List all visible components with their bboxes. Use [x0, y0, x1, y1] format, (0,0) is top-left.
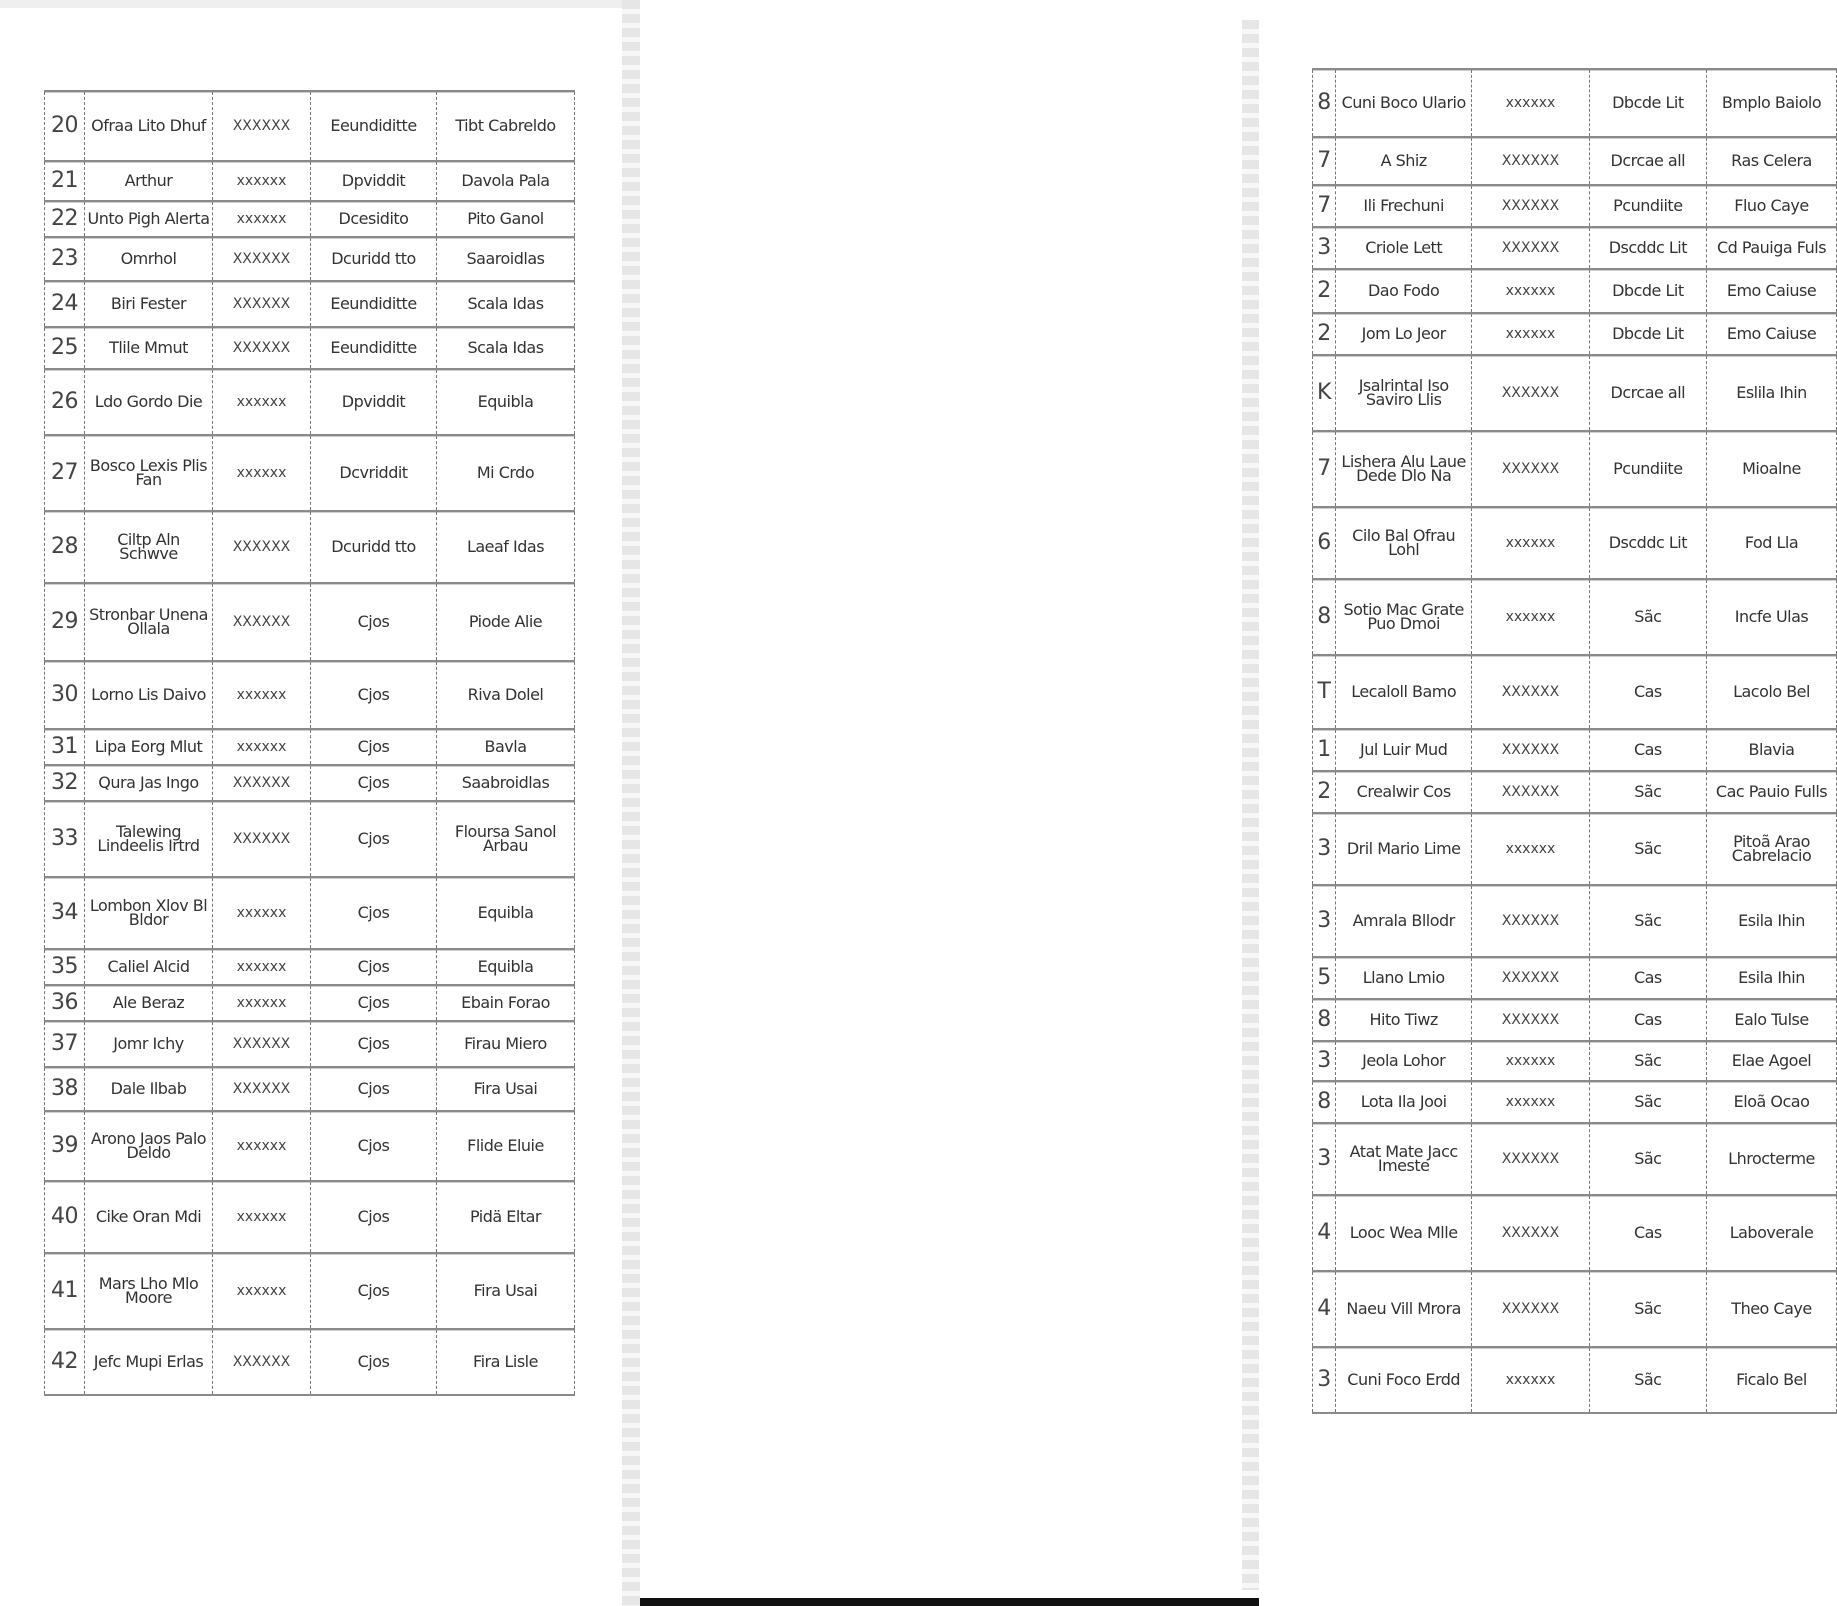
row-code: xxxxxx: [213, 201, 311, 237]
row-name: Lombon Xlov Bl Bldor: [85, 877, 213, 949]
row-number: 21: [45, 161, 85, 201]
table-row: [45, 801, 575, 877]
row-name: Cilo Bal Ofrau Lohl: [1336, 507, 1472, 579]
row-note: Lacolo Bel: [1707, 655, 1837, 729]
row-code: XXXXXX: [213, 281, 311, 327]
row-note: Pidä Eltar: [437, 1181, 575, 1253]
row-group: Sãc: [1589, 1081, 1706, 1123]
row-number: 23: [45, 237, 85, 281]
row-group: Cjos: [311, 985, 437, 1021]
row-code: XXXXXX: [1472, 185, 1589, 227]
row-number: 26: [45, 369, 85, 435]
row-note: Cd Pauiga Fuls: [1707, 227, 1837, 269]
row-note: Fluo Caye: [1707, 185, 1837, 227]
row-number: 27: [45, 435, 85, 511]
row-note: Flide Eluie: [437, 1111, 575, 1181]
row-code: XXXXXX: [213, 237, 311, 281]
row-group: Cjos: [311, 1021, 437, 1067]
row-note: Mioalne: [1707, 431, 1837, 507]
row-name: Ale Beraz: [85, 985, 213, 1021]
row-name: Stronbar Unena Ollala: [85, 583, 213, 661]
row-number: 7: [1313, 137, 1336, 185]
row-code: xxxxxx: [213, 161, 311, 201]
row-number: 8: [1313, 69, 1336, 137]
row-number: 3: [1313, 813, 1336, 885]
row-number: 3: [1313, 885, 1336, 957]
row-code: XXXXXX: [1472, 957, 1589, 999]
row-name: Cuni Foco Erdd: [1336, 1347, 1472, 1413]
table-row: [1313, 507, 1837, 579]
row-note: Equibla: [437, 369, 575, 435]
row-code: XXXXXX: [1472, 885, 1589, 957]
row-number: 2: [1313, 269, 1336, 313]
row-group: Cas: [1589, 957, 1706, 999]
row-code: xxxxxx: [213, 1253, 311, 1329]
row-note: Eslila Ihin: [1707, 355, 1837, 431]
table-row: [1313, 1041, 1837, 1081]
row-group: Cas: [1589, 1195, 1706, 1271]
row-note: Pito Ganol: [437, 201, 575, 237]
table-row: [1313, 1081, 1837, 1123]
row-code: xxxxxx: [213, 1181, 311, 1253]
row-group: Cas: [1589, 729, 1706, 771]
row-name: Dril Mario Lime: [1336, 813, 1472, 885]
row-name: Dao Fodo: [1336, 269, 1472, 313]
row-code: XXXXXX: [1472, 729, 1589, 771]
row-note: Esila Ihin: [1707, 957, 1837, 999]
row-code: XXXXXX: [1472, 655, 1589, 729]
table-row: [45, 281, 575, 327]
row-name: Looc Wea Mlle: [1336, 1195, 1472, 1271]
row-number: 5: [1313, 957, 1336, 999]
row-name: Lorno Lis Daivo: [85, 661, 213, 729]
row-name: Llano Lmio: [1336, 957, 1472, 999]
row-group: Sãc: [1589, 1271, 1706, 1347]
row-group: Dscddc Lit: [1589, 227, 1706, 269]
table-row: [45, 949, 575, 985]
row-number: K: [1313, 355, 1336, 431]
row-group: Sãc: [1589, 885, 1706, 957]
row-number: 8: [1313, 579, 1336, 655]
row-number: 22: [45, 201, 85, 237]
row-note: Ealo Tulse: [1707, 999, 1837, 1041]
row-note: Fira Usai: [437, 1253, 575, 1329]
row-name: Crealwir Cos: [1336, 771, 1472, 813]
row-group: Sãc: [1589, 579, 1706, 655]
right-table: [1312, 68, 1837, 1414]
row-name: Criole Lett: [1336, 227, 1472, 269]
scrollbar-track[interactable]: [1242, 20, 1259, 1590]
row-name: Jeola Lohor: [1336, 1041, 1472, 1081]
row-note: Fod Lla: [1707, 507, 1837, 579]
row-code: xxxxxx: [213, 949, 311, 985]
row-number: 30: [45, 661, 85, 729]
row-note: Saabroidlas: [437, 765, 575, 801]
row-number: 31: [45, 729, 85, 765]
table-row: [45, 237, 575, 281]
row-name: Ili Frechuni: [1336, 185, 1472, 227]
row-code: XXXXXX: [1472, 1123, 1589, 1195]
row-code: XXXXXX: [213, 327, 311, 369]
row-number: 1: [1313, 729, 1336, 771]
table-row: [45, 1111, 575, 1181]
row-note: Emo Caiuse: [1707, 313, 1837, 355]
row-note: Ficalo Bel: [1707, 1347, 1837, 1413]
row-number: T: [1313, 655, 1336, 729]
row-code: xxxxxx: [1472, 313, 1589, 355]
row-name: Arono Jaos Palo Deldo: [85, 1111, 213, 1181]
row-group: Cjos: [311, 1111, 437, 1181]
row-group: Dbcde Lit: [1589, 69, 1706, 137]
row-group: Cjos: [311, 1067, 437, 1111]
row-number: 7: [1313, 431, 1336, 507]
row-group: Cjos: [311, 1253, 437, 1329]
table-row: [1313, 227, 1837, 269]
row-number: 33: [45, 801, 85, 877]
row-code: xxxxxx: [1472, 1041, 1589, 1081]
row-name: Ofraa Lito Dhuf: [85, 91, 213, 161]
row-number: 35: [45, 949, 85, 985]
row-note: Bmplo Baiolo: [1707, 69, 1837, 137]
row-number: 3: [1313, 1347, 1336, 1413]
row-number: 7: [1313, 185, 1336, 227]
table-row: [1313, 1347, 1837, 1413]
row-name: Cuni Boco Ulario: [1336, 69, 1472, 137]
row-group: Dbcde Lit: [1589, 313, 1706, 355]
row-group: Cjos: [311, 765, 437, 801]
row-note: Scala Idas: [437, 327, 575, 369]
table-row: [45, 729, 575, 765]
row-code: XXXXXX: [213, 1067, 311, 1111]
table-row: [45, 327, 575, 369]
table-row: [45, 765, 575, 801]
row-name: Qura Jas Ingo: [85, 765, 213, 801]
row-note: Saaroidlas: [437, 237, 575, 281]
row-note: Floursa Sanol Arbau: [437, 801, 575, 877]
row-code: XXXXXX: [213, 1329, 311, 1395]
table-row: [1313, 269, 1837, 313]
row-note: Incfe Ulas: [1707, 579, 1837, 655]
row-group: Dcuridd tto: [311, 237, 437, 281]
row-name: Cike Oran Mdi: [85, 1181, 213, 1253]
row-number: 34: [45, 877, 85, 949]
row-number: 20: [45, 91, 85, 161]
table-row: [1313, 313, 1837, 355]
row-group: Cjos: [311, 877, 437, 949]
row-note: Cac Pauio Fulls: [1707, 771, 1837, 813]
row-group: Sãc: [1589, 1041, 1706, 1081]
row-number: 28: [45, 511, 85, 583]
row-name: Lota Ila Jooi: [1336, 1081, 1472, 1123]
row-code: XXXXXX: [213, 583, 311, 661]
row-group: Cjos: [311, 1181, 437, 1253]
row-note: Emo Caiuse: [1707, 269, 1837, 313]
row-number: 4: [1313, 1271, 1336, 1347]
row-number: 2: [1313, 771, 1336, 813]
row-code: xxxxxx: [1472, 813, 1589, 885]
row-note: Theo Caye: [1707, 1271, 1837, 1347]
left-table: [44, 90, 575, 1396]
table-row: [45, 583, 575, 661]
row-number: 24: [45, 281, 85, 327]
row-name: Lishera Alu Laue Dede Dlo Na: [1336, 431, 1472, 507]
row-note: Firau Miero: [437, 1021, 575, 1067]
row-number: 42: [45, 1329, 85, 1395]
row-code: xxxxxx: [1472, 269, 1589, 313]
row-name: Jefc Mupi Erlas: [85, 1329, 213, 1395]
row-group: Cjos: [311, 801, 437, 877]
table-row: [1313, 1271, 1837, 1347]
table-row: [45, 1067, 575, 1111]
row-group: Cjos: [311, 583, 437, 661]
row-group: Dpviddit: [311, 369, 437, 435]
table-row: [45, 1181, 575, 1253]
row-name: Jul Luir Mud: [1336, 729, 1472, 771]
row-group: Eeundiditte: [311, 281, 437, 327]
table-row: [45, 369, 575, 435]
bottom-bar: [640, 1598, 1259, 1606]
row-code: XXXXXX: [1472, 431, 1589, 507]
row-name: Amrala Bllodr: [1336, 885, 1472, 957]
row-code: XXXXXX: [1472, 227, 1589, 269]
row-code: XXXXXX: [213, 801, 311, 877]
row-number: 4: [1313, 1195, 1336, 1271]
table-row: [1313, 813, 1837, 885]
table-row: [45, 1329, 575, 1395]
row-group: Dcuridd tto: [311, 511, 437, 583]
row-name: Jsalrintal Iso Saviro Llis: [1336, 355, 1472, 431]
page-gutter: [622, 0, 640, 1606]
row-note: Ebain Forao: [437, 985, 575, 1021]
row-number: 8: [1313, 1081, 1336, 1123]
row-group: Cjos: [311, 729, 437, 765]
row-group: Sãc: [1589, 813, 1706, 885]
table-row: [1313, 999, 1837, 1041]
row-note: Bavla: [437, 729, 575, 765]
row-group: Sãc: [1589, 771, 1706, 813]
row-name: Ciltp Aln Schwve: [85, 511, 213, 583]
row-code: xxxxxx: [213, 729, 311, 765]
row-name: Unto Pigh Alerta: [85, 201, 213, 237]
row-name: Talewing Lindeelis Irtrd: [85, 801, 213, 877]
row-code: xxxxxx: [213, 1111, 311, 1181]
row-number: 40: [45, 1181, 85, 1253]
row-name: Biri Fester: [85, 281, 213, 327]
row-code: xxxxxx: [213, 661, 311, 729]
row-number: 2: [1313, 313, 1336, 355]
row-code: XXXXXX: [213, 511, 311, 583]
table-row: [1313, 1123, 1837, 1195]
row-number: 37: [45, 1021, 85, 1067]
row-number: 6: [1313, 507, 1336, 579]
row-group: Dcrcae all: [1589, 137, 1706, 185]
row-number: 8: [1313, 999, 1336, 1041]
row-name: Ldo Gordo Die: [85, 369, 213, 435]
row-group: Cas: [1589, 999, 1706, 1041]
table-row: [45, 985, 575, 1021]
row-code: XXXXXX: [213, 91, 311, 161]
row-number: 3: [1313, 1041, 1336, 1081]
row-group: Cjos: [311, 661, 437, 729]
row-name: A Shiz: [1336, 137, 1472, 185]
row-number: 38: [45, 1067, 85, 1111]
row-note: Elae Agoel: [1707, 1041, 1837, 1081]
table-row: [1313, 355, 1837, 431]
row-group: Cas: [1589, 655, 1706, 729]
row-group: Dcesidito: [311, 201, 437, 237]
row-group: Eeundiditte: [311, 91, 437, 161]
row-code: xxxxxx: [213, 877, 311, 949]
table-row: [45, 511, 575, 583]
table-row: [1313, 885, 1837, 957]
row-name: Dale Ilbab: [85, 1067, 213, 1111]
row-number: 3: [1313, 227, 1336, 269]
row-code: XXXXXX: [1472, 355, 1589, 431]
table-row: [45, 201, 575, 237]
table-row: [45, 435, 575, 511]
table-row: [1313, 431, 1837, 507]
row-note: Lhrocterme: [1707, 1123, 1837, 1195]
row-code: xxxxxx: [1472, 69, 1589, 137]
table-row: [45, 161, 575, 201]
table-row: [1313, 771, 1837, 813]
row-name: Lecaloll Bamo: [1336, 655, 1472, 729]
row-name: Tlile Mmut: [85, 327, 213, 369]
row-code: XXXXXX: [1472, 137, 1589, 185]
row-group: Dcvriddit: [311, 435, 437, 511]
right-page: [640, 0, 1828, 1606]
row-code: xxxxxx: [213, 435, 311, 511]
row-note: Eloã Ocao: [1707, 1081, 1837, 1123]
row-group: Cjos: [311, 1329, 437, 1395]
row-note: Davola Pala: [437, 161, 575, 201]
row-note: Scala Idas: [437, 281, 575, 327]
row-code: XXXXXX: [1472, 771, 1589, 813]
table-row: [1313, 579, 1837, 655]
row-name: Arthur: [85, 161, 213, 201]
row-group: Dscddc Lit: [1589, 507, 1706, 579]
row-note: Esila Ihin: [1707, 885, 1837, 957]
row-number: 3: [1313, 1123, 1336, 1195]
row-group: Pcundiite: [1589, 185, 1706, 227]
row-name: Hito Tiwz: [1336, 999, 1472, 1041]
row-group: Pcundiite: [1589, 431, 1706, 507]
row-name: Bosco Lexis Plis Fan: [85, 435, 213, 511]
row-note: Piode Alie: [437, 583, 575, 661]
row-note: Ras Celera: [1707, 137, 1837, 185]
table-row: [45, 91, 575, 161]
row-name: Jomr Ichy: [85, 1021, 213, 1067]
row-code: XXXXXX: [1472, 1271, 1589, 1347]
row-code: xxxxxx: [1472, 507, 1589, 579]
row-number: 32: [45, 765, 85, 801]
left-page: [0, 0, 622, 1606]
row-name: Mars Lho Mlo Moore: [85, 1253, 213, 1329]
table-row: [1313, 1195, 1837, 1271]
row-group: Sãc: [1589, 1123, 1706, 1195]
row-code: xxxxxx: [1472, 579, 1589, 655]
table-row: [1313, 655, 1837, 729]
row-number: 25: [45, 327, 85, 369]
table-row: [1313, 957, 1837, 999]
row-name: Omrhol: [85, 237, 213, 281]
row-note: Tibt Cabreldo: [437, 91, 575, 161]
table-row: [45, 1253, 575, 1329]
row-group: Cjos: [311, 949, 437, 985]
table-row: [1313, 185, 1837, 227]
row-name: Caliel Alcid: [85, 949, 213, 985]
row-note: Pitoã Arao Cabrelacio: [1707, 813, 1837, 885]
row-note: Equibla: [437, 877, 575, 949]
row-note: Blavia: [1707, 729, 1837, 771]
row-code: xxxxxx: [1472, 1081, 1589, 1123]
table-row: [1313, 69, 1837, 137]
row-note: Fira Usai: [437, 1067, 575, 1111]
row-code: XXXXXX: [213, 765, 311, 801]
row-name: Sotio Mac Grate Puo Dmoi: [1336, 579, 1472, 655]
row-number: 41: [45, 1253, 85, 1329]
row-group: Sãc: [1589, 1347, 1706, 1413]
row-group: Eeundiditte: [311, 327, 437, 369]
row-note: Mi Crdo: [437, 435, 575, 511]
table-row: [1313, 729, 1837, 771]
row-code: xxxxxx: [213, 369, 311, 435]
row-group: Dcrcae all: [1589, 355, 1706, 431]
row-note: Fira Lisle: [437, 1329, 575, 1395]
row-name: Jom Lo Jeor: [1336, 313, 1472, 355]
row-note: Laboverale: [1707, 1195, 1837, 1271]
row-code: XXXXXX: [213, 1021, 311, 1067]
row-code: xxxxxx: [1472, 1347, 1589, 1413]
row-group: Dbcde Lit: [1589, 269, 1706, 313]
row-number: 39: [45, 1111, 85, 1181]
row-name: Lipa Eorg Mlut: [85, 729, 213, 765]
row-code: xxxxxx: [213, 985, 311, 1021]
row-note: Laeaf Idas: [437, 511, 575, 583]
row-name: Naeu Vill Mrora: [1336, 1271, 1472, 1347]
row-note: Equibla: [437, 949, 575, 985]
table-row: [45, 877, 575, 949]
row-code: XXXXXX: [1472, 1195, 1589, 1271]
row-name: Atat Mate Jacc Imeste: [1336, 1123, 1472, 1195]
row-number: 36: [45, 985, 85, 1021]
row-code: XXXXXX: [1472, 999, 1589, 1041]
table-row: [45, 661, 575, 729]
table-row: [1313, 137, 1837, 185]
table-row: [45, 1021, 575, 1067]
row-number: 29: [45, 583, 85, 661]
row-note: Riva Dolel: [437, 661, 575, 729]
row-group: Dpviddit: [311, 161, 437, 201]
